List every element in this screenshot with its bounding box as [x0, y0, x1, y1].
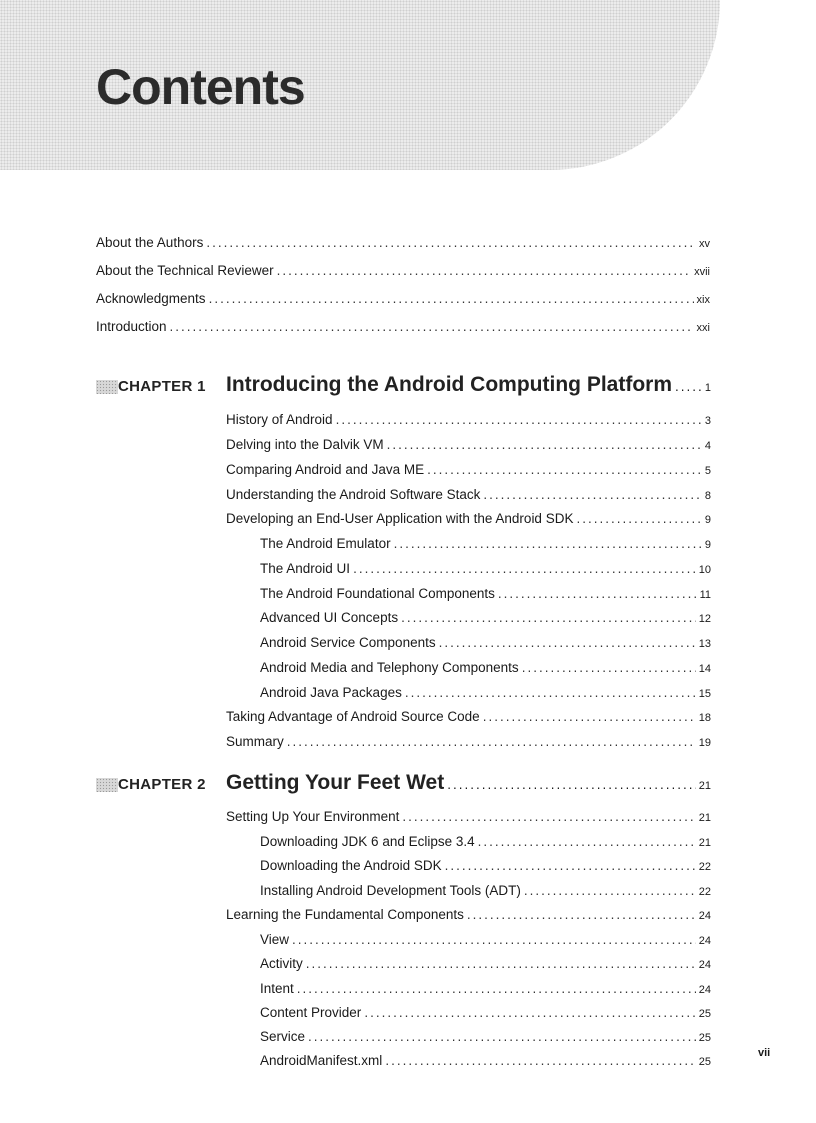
- toc-subentry[interactable]: [260, 634, 711, 653]
- chapter-tag-label: CHAPTER 1: [118, 378, 206, 395]
- dot-leader: [287, 733, 696, 751]
- toc-subentry[interactable]: [260, 955, 711, 974]
- toc-entry-page: 4: [704, 440, 711, 452]
- dot-leader: [336, 411, 702, 429]
- toc-entry-label: AndroidManifest.xml: [260, 1053, 383, 1068]
- toc-entry-page: 22: [698, 861, 711, 873]
- chapter-2-title-entry[interactable]: [226, 771, 711, 795]
- toc-entry-page: 21: [698, 812, 711, 824]
- toc-entry-acknowledgments[interactable]: [96, 290, 710, 309]
- toc-entry-page: 5: [704, 465, 711, 477]
- dot-leader: [292, 931, 696, 949]
- toc-subentry[interactable]: [260, 684, 711, 703]
- toc-entry-page: 10: [698, 564, 711, 576]
- chapter-title: Introducing the Android Computing Platform: [226, 373, 673, 396]
- dot-leader: [439, 634, 696, 652]
- dot-leader: [387, 436, 702, 454]
- toc-entry-label: Comparing Android and Java ME: [226, 462, 425, 477]
- chapter-tag-label: CHAPTER 2: [118, 776, 206, 793]
- dot-leader: [483, 486, 701, 504]
- chapter-page: 1: [704, 382, 711, 394]
- toc-entry[interactable]: [226, 708, 711, 727]
- toc-entry-page: xxi: [696, 322, 710, 334]
- dot-leader: [353, 560, 696, 578]
- dot-leader: [576, 510, 701, 528]
- dot-leader: [364, 1004, 695, 1022]
- toc-entry-page: 8: [704, 490, 711, 502]
- dot-leader: [385, 1052, 695, 1070]
- toc-entry-label: The Android Foundational Components: [260, 586, 495, 601]
- dot-leader: [394, 535, 702, 553]
- toc-entry-label: History of Android: [226, 412, 333, 427]
- toc-entry-page: xv: [699, 238, 710, 250]
- toc-entry-page: 21: [698, 837, 711, 849]
- toc-entry-page: xvii: [694, 266, 710, 278]
- dot-leader: [467, 906, 696, 924]
- toc-entry-label: Learning the Fundamental Components: [226, 907, 464, 922]
- toc-entry-label: Advanced UI Concepts: [260, 610, 399, 625]
- chapter-1-title-entry[interactable]: [226, 373, 711, 397]
- dot-leader: [297, 980, 696, 998]
- dot-leader: [209, 290, 694, 308]
- toc-entry-page: 18: [698, 712, 711, 724]
- dot-leader: [206, 234, 696, 252]
- toc-entry-label: Downloading JDK 6 and Eclipse 3.4: [260, 834, 475, 849]
- toc-subentry[interactable]: [260, 833, 711, 852]
- toc-entry-technical-reviewer[interactable]: [96, 262, 710, 281]
- toc-entry-label: Installing Android Development Tools (ADT): [260, 883, 521, 898]
- toc-entry-label: Android Java Packages: [260, 685, 402, 700]
- toc-entry[interactable]: [226, 461, 711, 480]
- toc-entry-page: 24: [698, 910, 711, 922]
- toc-entry-label: Android Media and Telephony Components: [260, 660, 519, 675]
- toc-entry-label: View: [260, 932, 290, 947]
- toc-entry-page: 25: [698, 1008, 711, 1020]
- toc-entry-page: 15: [698, 688, 711, 700]
- dot-leader: [522, 659, 696, 677]
- toc-entry[interactable]: [226, 906, 711, 925]
- dot-leader: [675, 379, 702, 394]
- page-title: Contents: [96, 59, 305, 115]
- dot-leader: [445, 857, 696, 875]
- toc-entry-label: Summary: [226, 734, 284, 749]
- toc-entry-label: About the Technical Reviewer: [96, 263, 274, 278]
- toc-entry-label: Intent: [260, 981, 294, 996]
- toc-subentry[interactable]: [260, 980, 711, 999]
- toc-entry[interactable]: [226, 411, 711, 430]
- toc-subentry[interactable]: [260, 882, 711, 901]
- toc-entry-page: 24: [698, 984, 711, 996]
- dot-leader: [498, 585, 697, 603]
- toc-entry-page: 25: [698, 1032, 711, 1044]
- toc-subentry[interactable]: [260, 1004, 711, 1023]
- toc-entry-page: 25: [698, 1056, 711, 1068]
- toc-subentry[interactable]: [260, 535, 711, 554]
- toc-entry-page: 12: [698, 613, 711, 625]
- dot-leader: [447, 777, 696, 792]
- toc-entry-label: Developing an End-User Application with the Android SDK: [226, 511, 574, 526]
- toc-entry-page: 19: [698, 737, 711, 749]
- toc-entry-page: 9: [704, 539, 711, 551]
- toc-subentry[interactable]: [260, 560, 711, 579]
- page-folio: vii: [758, 1047, 771, 1059]
- dot-leader: [401, 609, 696, 627]
- toc-entry-label: Understanding the Android Software Stack: [226, 487, 481, 502]
- toc-subentry[interactable]: [260, 659, 711, 678]
- toc-entry[interactable]: [226, 486, 711, 505]
- chapter-page: 21: [698, 780, 711, 792]
- toc-entry[interactable]: [226, 733, 711, 752]
- toc-entry-page: 22: [698, 886, 711, 898]
- dot-leader: [402, 808, 695, 826]
- toc-entry-label: The Android Emulator: [260, 536, 391, 551]
- toc-subentry[interactable]: [260, 609, 711, 628]
- dot-leader: [170, 318, 694, 336]
- chapter-1-tag: [96, 378, 206, 395]
- toc-entry[interactable]: [226, 436, 711, 455]
- dot-leader: [308, 1028, 696, 1046]
- toc-entry-page: 13: [698, 638, 711, 650]
- toc-entry-label: The Android UI: [260, 561, 351, 576]
- toc-entry-label: Android Service Components: [260, 635, 436, 650]
- toc-entry-page: 9: [704, 514, 711, 526]
- toc-entry-label: Service: [260, 1029, 306, 1044]
- toc-subentry[interactable]: [260, 1028, 711, 1047]
- chapter-marker-icon: [96, 778, 118, 792]
- toc-entry-page: 11: [699, 589, 711, 601]
- toc-entry-label: Setting Up Your Environment: [226, 809, 400, 824]
- toc-entry-page: 14: [698, 663, 711, 675]
- toc-entry-label: Acknowledgments: [96, 291, 206, 306]
- chapter-2-tag: [96, 776, 206, 793]
- toc-subentry[interactable]: [260, 857, 711, 876]
- dot-leader: [306, 955, 696, 973]
- toc-entry[interactable]: [226, 808, 711, 827]
- toc-subentry[interactable]: [260, 585, 711, 604]
- toc-entry[interactable]: [226, 510, 711, 529]
- toc-entry-label: Content Provider: [260, 1005, 362, 1020]
- toc-entry-label: Activity: [260, 956, 303, 971]
- toc-entry-label: Introduction: [96, 319, 167, 334]
- toc-subentry[interactable]: [260, 931, 711, 950]
- toc-entry-label: About the Authors: [96, 235, 204, 250]
- toc-entry-label: Taking Advantage of Android Source Code: [226, 709, 480, 724]
- chapter-marker-icon: [96, 380, 118, 394]
- dot-leader: [478, 833, 696, 851]
- dot-leader: [524, 882, 696, 900]
- toc-entry-page: 24: [698, 935, 711, 947]
- chapter-title: Getting Your Feet Wet: [226, 771, 445, 794]
- toc-entry-page: 24: [698, 959, 711, 971]
- toc-entry-label: Delving into the Dalvik VM: [226, 437, 384, 452]
- toc-subentry[interactable]: [260, 1052, 711, 1071]
- dot-leader: [405, 684, 696, 702]
- toc-entry-introduction[interactable]: [96, 318, 710, 337]
- dot-leader: [427, 461, 702, 479]
- toc-entry-about-authors[interactable]: [96, 234, 710, 253]
- toc-entry-page: 3: [704, 415, 711, 427]
- toc-entry-label: Downloading the Android SDK: [260, 858, 442, 873]
- dot-leader: [483, 708, 696, 726]
- toc-entry-page: xix: [696, 294, 710, 306]
- dot-leader: [277, 262, 692, 280]
